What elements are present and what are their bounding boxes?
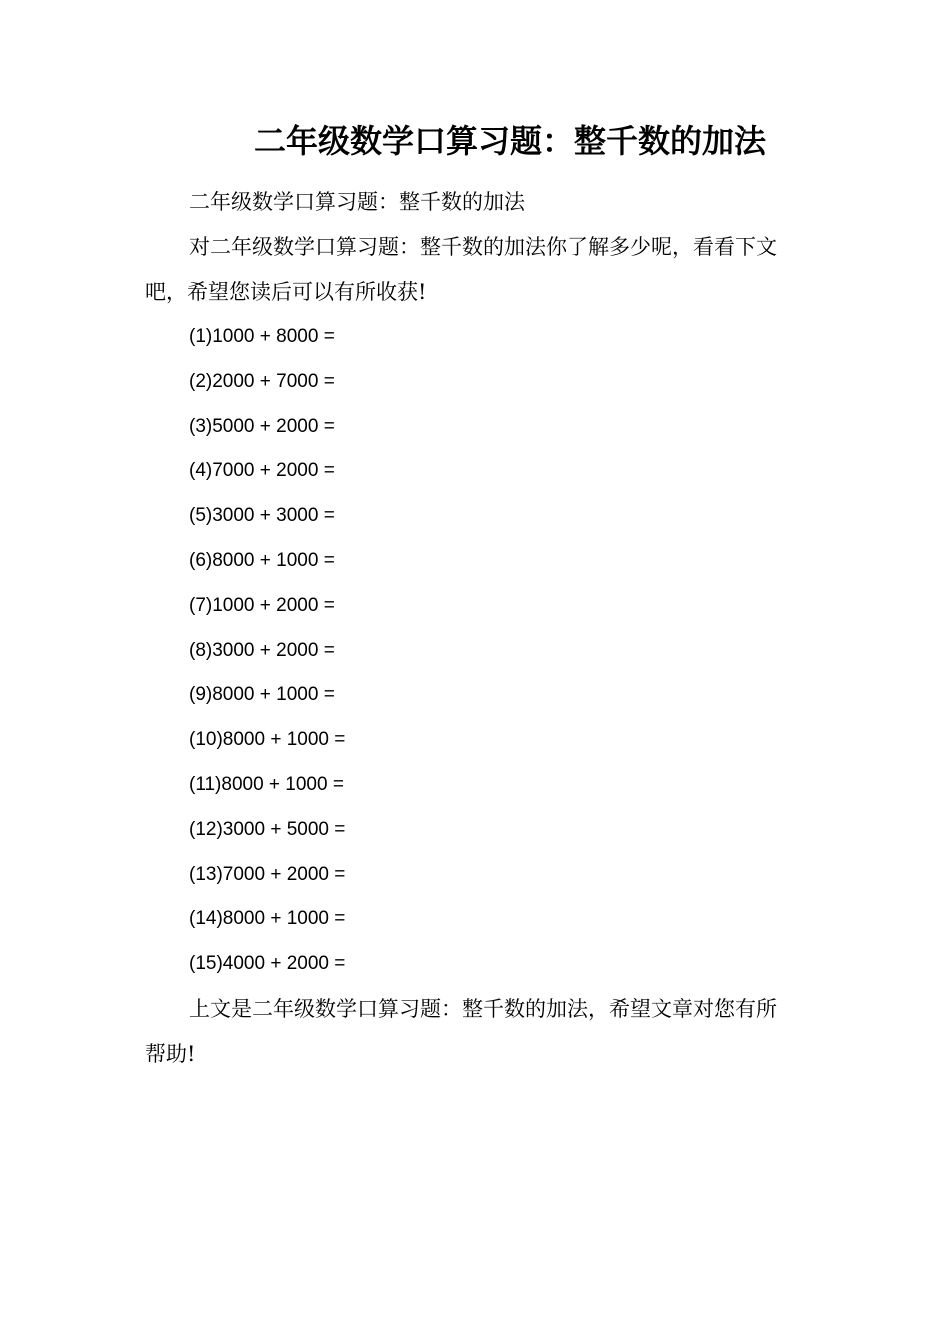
problem-item: (7)1000 + 2000 = bbox=[189, 594, 335, 616]
intro-paragraph-line-1: 对二年级数学口算习题：整千数的加法你了解多少呢，看看下文 bbox=[189, 235, 777, 259]
subtitle-paragraph: 二年级数学口算习题：整千数的加法 bbox=[189, 190, 525, 214]
problem-item: (6)8000 + 1000 = bbox=[189, 549, 335, 571]
problem-item: (10)8000 + 1000 = bbox=[189, 729, 346, 751]
problem-item: (8)3000 + 2000 = bbox=[189, 639, 335, 661]
intro-paragraph-line-2: 吧，希望您读后可以有所收获! bbox=[145, 280, 427, 304]
closing-paragraph-line-1: 上文是二年级数学口算习题：整千数的加法，希望文章对您有所 bbox=[189, 996, 777, 1021]
problem-item: (3)5000 + 2000 = bbox=[189, 415, 335, 437]
closing-paragraph-line-2: 帮助! bbox=[145, 1041, 196, 1066]
problem-item: (2)2000 + 7000 = bbox=[189, 370, 335, 392]
problem-item: (14)8000 + 1000 = bbox=[189, 908, 346, 930]
problem-item: (12)3000 + 5000 = bbox=[189, 818, 346, 840]
problem-list bbox=[145, 315, 809, 987]
problem-item: (15)4000 + 2000 = bbox=[189, 953, 346, 975]
problem-item: (9)8000 + 1000 = bbox=[189, 684, 335, 706]
problem-item: (4)7000 + 2000 = bbox=[189, 460, 335, 482]
problem-item: (5)3000 + 3000 = bbox=[189, 505, 335, 527]
document-body bbox=[145, 180, 809, 1077]
problem-item: (13)7000 + 2000 = bbox=[189, 863, 346, 885]
page-title: 二年级数学口算习题：整千数的加法 bbox=[253, 122, 766, 160]
problem-item: (1)1000 + 8000 = bbox=[189, 326, 335, 347]
problem-item: (11)8000 + 1000 = bbox=[189, 773, 344, 795]
